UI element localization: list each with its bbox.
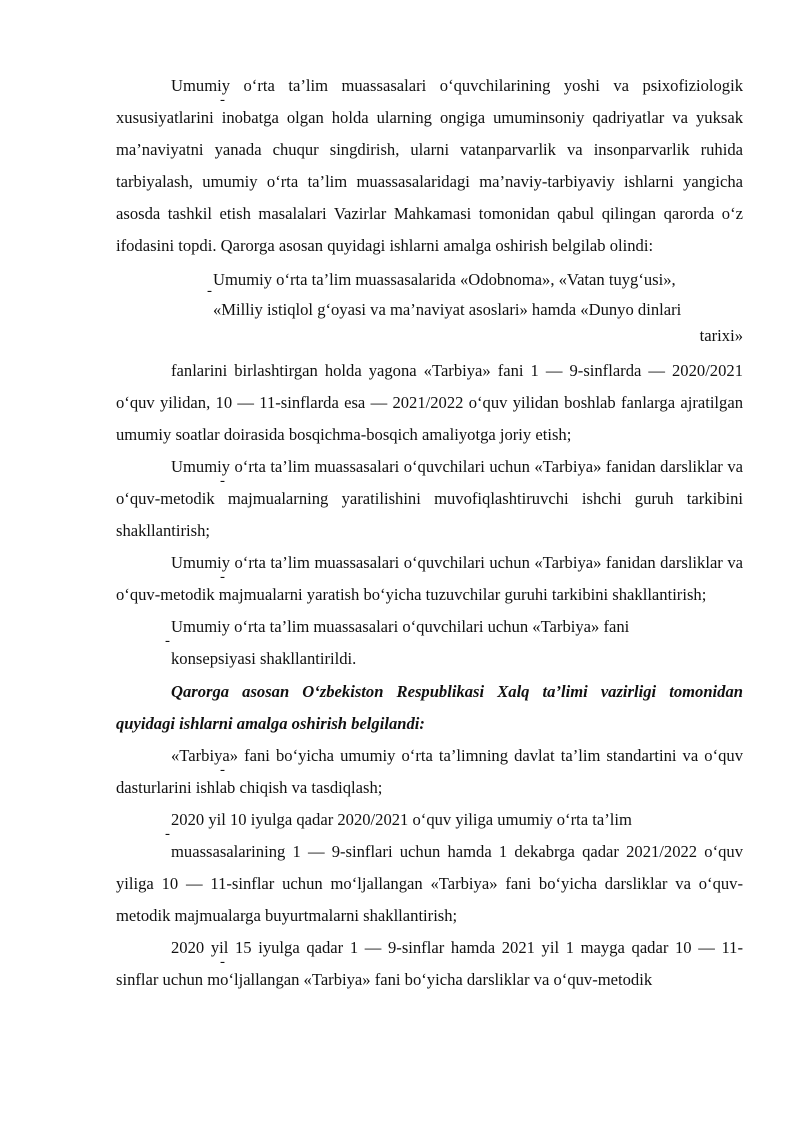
bullet-orders-line1: 2020 yil 10 iyulga qadar 2020/2021 o‘quv yiliga umumiy o‘rta ta’lim [171, 809, 632, 829]
document-page [116, 70, 743, 996]
paragraph-intro-text: Umumiy o‘rta ta’lim muassasalari o‘quvchilarining yoshi va psixofiziologik xususiyatlarini inobatga olgan holda ularning ongiga umuminsoniy qadriyatlar va yuksak ma’naviyatni yanada chuqur singdirish, ularni vatanparvarlik va insonparvarlik ruhida tarbiyalash, umumiy o‘rta ta’lim muassasalaridagi ma’naviy-tarbiyaviy ishlarni yangicha asosda tashkil etish masalalari Vazirlar Mahkamasi tomonidan qabul qilingan qarorda o‘z ifodasini topdi. Qarorga asosan quyidagi ishlarni amalga oshirish belgilab olindi: [116, 76, 743, 256]
bullet-working-group: Umumiy o‘rta ta’lim muassasalari o‘quvchilari uchun «Tarbiya» fanidan darsliklar va o‘quv-metodik majmualarning yaratilishini muvofiqlashtiruvchi ishchi guruh tarkibini shakllantirish; [116, 456, 743, 541]
bullet-subjects-line1: Umumiy o‘rta ta’lim muassasalarida «Odobnoma», «Vatan tuyg‘usi», [213, 269, 676, 289]
paragraph-tarbiya-subject: fanlarini birlashtirgan holda yagona «Tarbiya» fani 1 — 9-sinflarda — 2020/2021 o‘quv yilidan, 10 — 11-sinflarda esa — 2021/2022 o‘quv yilidan boshlab fanlarga ajratilgan umumiy soatlar doirasida bosqichma-bosqich amaliyotga joriy etish; [116, 360, 743, 444]
bullet-concept-line2: konsepsiyasi shakllantirildi. [171, 649, 357, 669]
bullet-orders-rest: muassasalarining 1 — 9-sinflari uchun hamda 1 dekabrga qadar 2021/2022 o‘quv yiliga 10 — 11-sinflar uchun mo‘ljallangan «Tarbiya» fani bo‘yicha darsliklar va o‘quv-metodik majmualarga buyurtmalarni shakllantirish; [116, 841, 743, 926]
bullet-authors-group: Umumiy o‘rta ta’lim muassasalari o‘quvchilari uchun «Tarbiya» fanidan darsliklar va o‘quv-metodik majmualarni yaratish bo‘yicha tuzuvchilar guruhi tarkibini shakllantirish; [116, 553, 743, 605]
paragraph-intro [116, 70, 743, 263]
bullet-subjects-line2: «Milliy istiqlol g‘oyasi va ma’naviyat asoslari» hamda «Dunyo dinlari [213, 299, 682, 319]
bullet-standard: «Tarbiya» fani bo‘yicha umumiy o‘rta ta’limning davlat ta’lim standartini va o‘quv dasturlarini ishlab chiqish va tasdiqlash; [116, 745, 743, 797]
section-heading: Qarorga asosan O‘zbekiston Respublikasi Xalq ta’limi vazirligi tomonidan quyidagi ishlarni amalga oshirish belgilandi: [116, 681, 743, 733]
bullet-concept-line1: Umumiy o‘rta ta’lim muassasalari o‘quvchilari uchun «Tarbiya» fani [171, 617, 630, 637]
bullet-subjects-line3: tarixi» [699, 325, 743, 345]
bullet-deadline: 2020 yil 15 iyulga qadar 1 — 9-sinflar hamda 2021 yil 1 mayga qadar 10 — 11-sinflar uchun mo‘ljallangan «Tarbiya» fani bo‘yicha darsliklar va o‘quv-metodik [116, 938, 743, 990]
